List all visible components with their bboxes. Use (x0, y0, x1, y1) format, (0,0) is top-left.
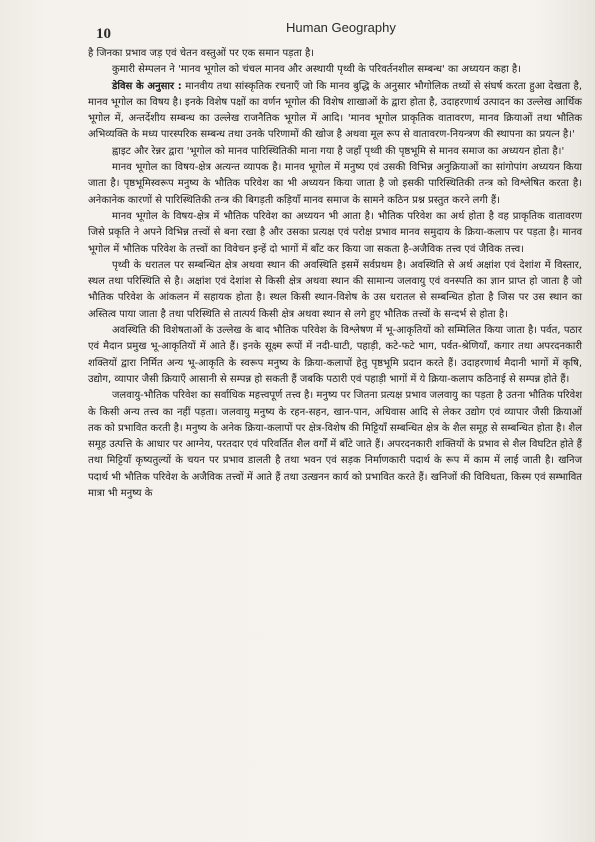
paragraph (88, 209, 582, 258)
paragraph-text: है जिनका प्रभाव जड़ एवं चेतन वस्तुओं पर एक समान पड़ता है। (88, 48, 315, 59)
paragraph-text: अवस्थिति की विशेषताओं के उल्लेख के बाद भौतिक परिवेश के विश्लेषण में भू-आकृतियों को सम्मिलित किया जाता है। पर्वत, पठार एवं मैदान प्रमुख भू-आकृतियों में आते हैं। इनके सूक्ष्म रूपों में नदी-घाटी, पहाड़ी, कटे-फटे भाग, पर्वत-श्रेणियाँ, कगार तथा अपरदनकारी शक्तियों द्वारा निर्मित अन्य भू-आकृति के स्वरूप मनुष्य के क्रिया-कलापों हेतु पृष्ठभूमि प्रदान करते हैं। उदाहरणार्थ मैदानी भागों में कृषि, उद्योग, व्यापार जैसी क्रियाएँ आसानी से सम्पन्न हो सकती हैं जबकि पठारी एवं पहाड़ी भागों में ये क्रिया-कलाप कठिनाई से सम्पन्न होते हैं। (88, 325, 582, 385)
page-number: 10 (96, 26, 111, 42)
paragraph-text: कुमारी सेम्पलन ने 'मानव भूगोल को चंचल मानव और अस्थायी पृथ्वी के परिवर्तनशील सम्बन्ध' का अध्ययन कहा है। (112, 64, 521, 76)
paragraph-text: जलवायु-भौतिक परिवेश का सर्वाधिक महत्त्वपूर्ण तत्त्व है। मनुष्य पर जितना प्रत्यक्ष प्रभाव जलवायु का पड़ता है उतना भौतिक परिवेश के किसी अन्य तत्त्व का नहीं पड़ता। जलवायु मनुष्य के रहन-सहन, खान-पान, अधिवास आदि से लेकर उद्योग एवं व्यापार जैसी क्रियाओं तक को प्रभावित करती है। मनुष्य के अनेक क्रिया-कलापों पर क्षेत्र-विशेष की मिट्टियाँ सम्बन्धित क्षेत्र के शैल समूह से सम्बन्धित होता है। शैल समूह उत्पत्ति के आधार पर आग्नेय, परतदार एवं परिवर्तित शैल वर्गों में बाँटे जाते हैं। अपरदनकारी शक्तियों के प्रभाव से शैल विघटित होते हैं तथा मिट्टियाँ कृष्यतुल्यों के चयन पर प्रभाव डालती है तथा भवन एवं सड़क निर्माणकारी पदार्थ के रूप में काम में लाई जाती है। खनिज पदार्थ भी भौतिक परिवेश के अजैविक तत्त्वों में आते हैं तथा उत्खनन कार्य को प्रभावित करते हैं। खनिजों की विविधता, किस्म एवं सम्भावित मात्रा भी मनुष्य के (88, 390, 582, 500)
paragraph (88, 62, 582, 78)
paragraph (88, 323, 582, 388)
paragraph-text: पृथ्वी के धरातल पर सम्बन्धित क्षेत्र अथवा स्थान की अवस्थिति इसमें सर्वप्रथम है। अवस्थिति से अर्थ अक्षांश एवं देशांश में विस्तार, स्थल तथा परिस्थिति से है। अक्षांश एवं देशांश से किसी क्षेत्र अथवा स्थान की सामान्य जलवायु एवं वनस्पति का ज्ञान प्राप्त हो जाता है जो भौतिक परिवेश के आंकलन में सहायक होता है। स्थल किसी स्थान-विशेष के उस धरातल से सम्बन्धित होता है जिस पर उस स्थान का अस्तित्व पाया जाता है तथा परिस्थिति से तात्पर्य किसी क्षेत्र अथवा स्थान से लगे हुए भौतिक तत्त्वों के सन्दर्भ से होता है। (88, 259, 582, 320)
paragraph-text: ह्वाइट और रेन्नर द्वारा 'भूगोल को मानव पारिस्थितिकी माना गया है जहाँ पृथ्वी की पृष्ठभूमि से मानव समाज का अध्ययन होता है।' (112, 145, 565, 157)
paragraph (88, 258, 582, 323)
paragraph (88, 160, 582, 209)
paragraph (88, 388, 582, 502)
paragraph (88, 79, 582, 144)
paragraph-text: मानवीय तथा सांस्कृतिक रचनाएँ जो कि मानव बुद्धि के अनुसार भौगोलिक तथ्यों से संघर्ष करता हुआ देखता है, मानव भूगोल का विषय है। इनके विशेष पक्षों का वर्णन भूगोल की विशेष शाखाओं के द्वारा होता है, उदाहरणार्थ उत्पादन का उल्लेख आर्थिक भूगोल में, अन्तर्देशीय सम्बन्ध का उल्लेख राजनैतिक भूगोल में आदि। 'मानव भूगोल प्राकृतिक वातावरण, मानव क्रियाओं तथा भौतिक अभिव्यक्ति के मध्य पारस्परिक सम्बन्ध तथा उनके परिणामों की खोज है अथवा मूल रूप से वातावरण-नियन्त्रण की स्थापना का प्रयत्न है।' (88, 80, 583, 141)
page-header (96, 20, 580, 42)
paragraph-text: मानव भूगोल का विषय-क्षेत्र अत्यन्त व्यापक है। मानव भूगोल में मनुष्य एवं उसकी विभिन्न अनुक्रियाओं का सांगोपांग अध्ययन किया जाता है। पृष्ठभूमिस्वरूप मनुष्य के भौतिक परिवेश का भी अध्ययन किया जाता है जो इसकी पारिस्थितिकी तन्त्र को विश्लेषित करता है। अनेकानेक कारणों से पारिस्थितिकी तन्त्र की बिगड़ती कड़ियाँ मानव समाज के सामने कठिन प्रश्न प्रस्तुत करने लगी हैं। (88, 162, 582, 206)
paragraph (88, 144, 582, 160)
running-head: Human Geography (286, 20, 396, 35)
paragraph-term: डेविस के अनुसार : (112, 80, 182, 92)
body-text (88, 46, 582, 502)
paragraph (88, 46, 582, 62)
paragraph-text: मानव भूगोल के विषय-क्षेत्र में भौतिक परिवेश का अध्ययन भी आता है। भौतिक परिवेश का अर्थ होता है वह प्राकृतिक वातावरण जिसे प्रकृति ने अपने विभिन्न तत्त्वों से बना रखा है और उसका प्रत्यक्ष एवं परोक्ष प्रभाव मानव समुदाय के क्रिया-कलाप पर पड़ता है। मानव भूगोल में भौतिक परिवेश के तत्त्वों का विवेचन इन्हें दो भागों में बाँट कर किया जा सकता है-अजैविक तत्त्व एवं जैविक तत्त्व। (88, 210, 582, 255)
